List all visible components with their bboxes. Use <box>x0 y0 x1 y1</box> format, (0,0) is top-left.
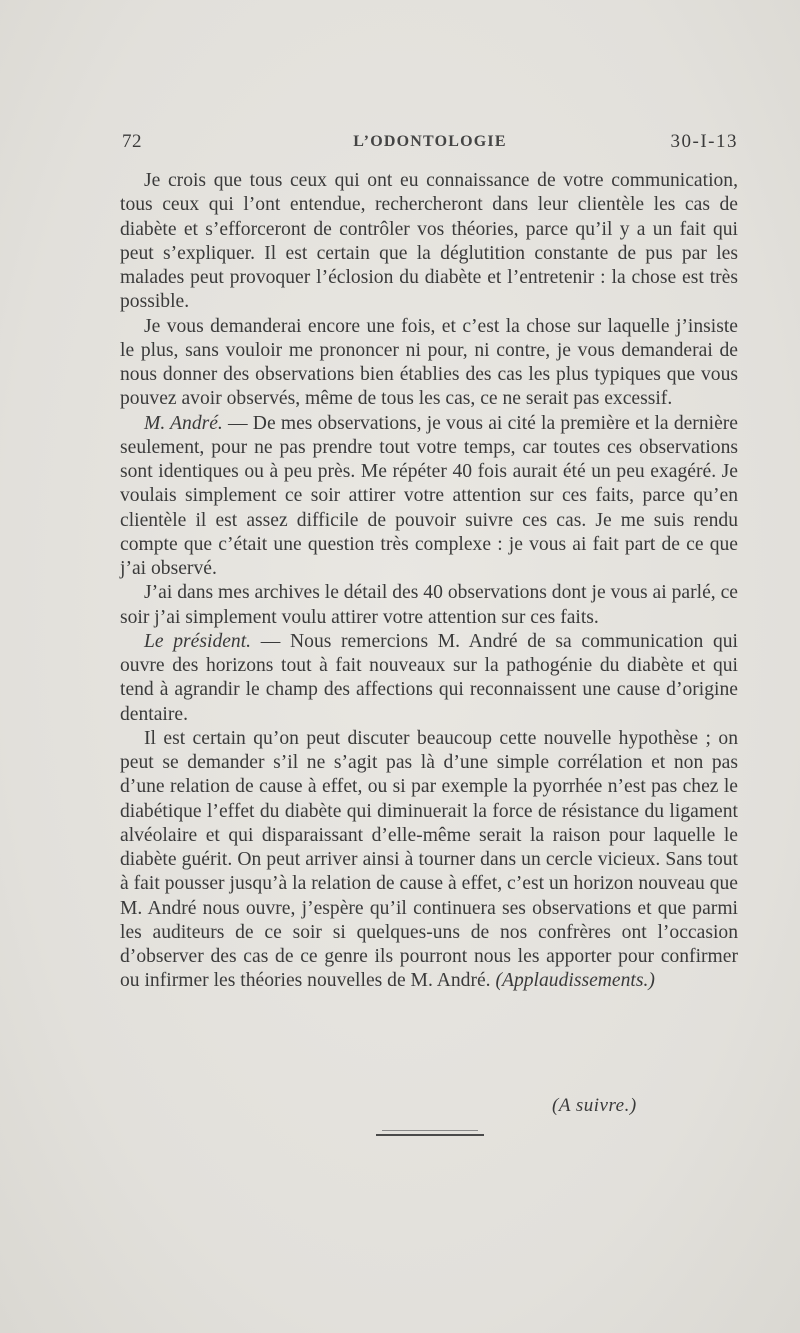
speaker-name: Le président. <box>144 630 252 652</box>
issue-date: 30-I-13 <box>670 131 738 152</box>
paragraph-text: — Nous remercions M. André de sa communication qui ouvre des horizons tout à fait nouveaux sur la pathogénie du diabète et qui tend à agrandir le champ des affections qui reconnaissent une cause d’origine dentaire. <box>120 630 738 725</box>
end-rule-upper <box>382 1130 478 1131</box>
page-header <box>122 131 738 159</box>
paragraph <box>120 727 738 994</box>
end-rule <box>376 1134 484 1136</box>
article-body <box>120 169 738 994</box>
paragraph-text: Il est certain qu’on peut discuter beaucoup cette nouvelle hypothèse ; on peut se demander s’il ne s’agit pas là d’une simple corrélation et non pas d’une relation de cause à effet, ou si par exemple la pyorrhée n’est pas chez le diabétique l’effet du diabète qui diminuerait la force de résistance du ligament alvéolaire et qui disparaissant d’elle-même serait la raison pour laquelle le diabète guérit. On peut arriver ainsi à tourner dans un cercle vicieux. Sans tout à fait pousser jusqu’à la relation de cause à effet, c’est un horizon nouveau que M. André nous ouvre, j’espère qu’il continuera ses observations et que parmi les auditeurs de ce soir si quelques-uns de nos confrères ont l’occasion d’observer des cas de ce genre ils pourront nous les apporter pour confirmer ou infirmer les théories nouvelles de M. André. <box>120 727 738 992</box>
applause-note: (Applaudissements.) <box>495 970 655 992</box>
paragraph <box>120 581 738 630</box>
paragraph <box>120 169 738 315</box>
paragraph-text: J’ai dans mes archives le détail des 40 observations dont je vous ai parlé, ce soir j’ai simplement voulu attirer votre attention sur ces faits. <box>120 582 738 628</box>
page-number: 72 <box>122 131 142 152</box>
continuation-note: (A suivre.) <box>552 1095 637 1116</box>
paragraph <box>120 412 738 582</box>
paragraph-text: — De mes observations, je vous ai cité la première et la dernière seulement, pour ne pas prendre tout votre temps, car toutes ces observations sont identiques ou à peu près. Me répéter 40 fois aurait été un peu exagéré. Je voulais simplement ce soir attirer votre attention sur ces faits, parce qu’en clientèle il est assez difficile de pouvoir suivre ces cas. Je me suis rendu compte que c’était une question très complexe : je vous ai fait part de ce que j’ai observé. <box>120 412 738 579</box>
paragraph-text: Je crois que tous ceux qui ont eu connaissance de votre communication, tous ceux qui l’ont entendue, rechercheront dans leur clientèle les cas de diabète et s’efforceront de contrôler vos théories, parce qu’il y a un fait qui peut s’expliquer. Il est certain que la déglutition constante de pus par les malades peut provoquer l’éclosion du diabète et l’entretenir : la chose est très possible. <box>120 170 738 313</box>
paragraph <box>120 630 738 727</box>
speaker-name: M. André. <box>144 412 223 434</box>
paragraph-text: Je vous demanderai encore une fois, et c’est la chose sur laquelle j’insiste le plus, sans vouloir me prononcer ni pour, ni contre, je vous demanderai de nous donner des observations bien établies des cas les plus typiques que vous pouvez avoir observés, même de tous les cas, ce ne serait pas excessif. <box>120 315 738 410</box>
paragraph <box>120 315 738 412</box>
running-title: L’ODONTOLOGIE <box>353 133 507 150</box>
